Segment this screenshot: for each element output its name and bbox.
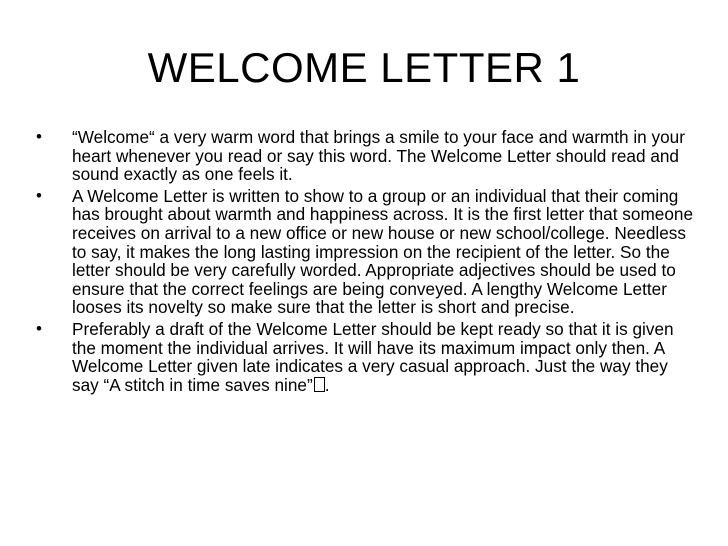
bullet-dot-icon: • (36, 127, 42, 146)
bullet-item-1 (36, 128, 696, 184)
bullet-text-3: Preferably a draft of the Welcome Letter should be kept ready so that it is given the moment the individual arrives. It will have its maximum impact only then. A Welcome Letter given late indicates a very casual approach. Just the way they say “A stitch in time saves nine” (72, 318, 674, 395)
bullet-dot-icon: • (36, 318, 42, 338)
missing-glyph-icon (314, 377, 325, 392)
bullet-item-3 (36, 320, 696, 394)
bullet-text-3-end: . (324, 374, 330, 395)
bullet-item-2 (36, 187, 696, 317)
bullet-text-2: A Welcome Letter is written to show to a group or an individual that their coming has brought about warmth and happiness across. It is the first letter that someone receives on arrival to a new office or new house or new school/college. Needless to say, it makes the long lasting impression on the recipient of the letter. So the letter should be very carefully worded. Appropriate adjectives should be used to ensure that the correct feelings are being conveyed. A lengthy Welcome Letter looses its novelty so make sure that the letter is short and precise. (72, 185, 693, 318)
bullet-text-1: “Welcome“ a very warm word that brings a smile to your face and warmth in your heart whenever you read or say this word. The Welcome Letter should read and sound exactly as one feels it. (72, 127, 685, 185)
bullet-dot-icon: • (36, 185, 42, 205)
slide-title: WELCOME LETTER 1 (147, 44, 581, 91)
bullet-list (36, 128, 696, 397)
